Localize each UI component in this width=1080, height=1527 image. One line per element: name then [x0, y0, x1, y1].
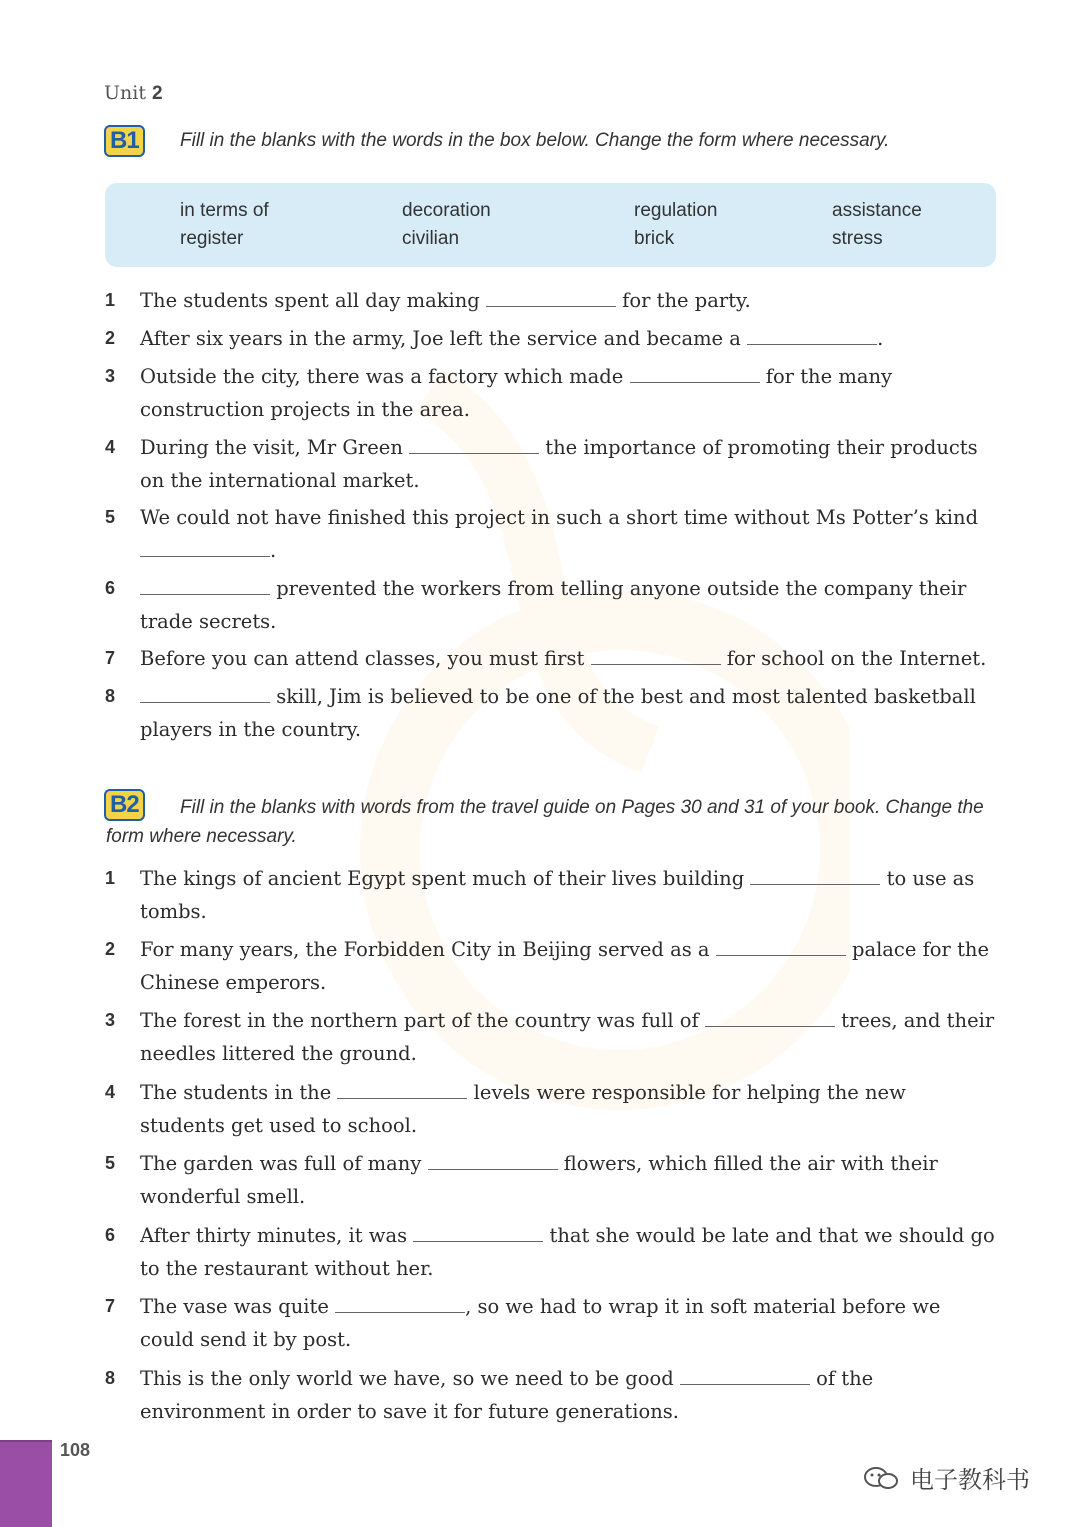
- answer-blank[interactable]: [747, 326, 877, 345]
- answer-blank[interactable]: [337, 1080, 467, 1099]
- answer-blank[interactable]: [680, 1366, 810, 1385]
- b2-instruction: Fill in the blanks with words from the travel guide on Pages 30 and 31 of your book. Change the form where necessary.: [106, 797, 984, 847]
- watermark-text: 电子教科书: [910, 1466, 1030, 1494]
- item-text-before: The forest in the northern part of the country was full of: [140, 1009, 705, 1032]
- unit-label: [104, 82, 163, 105]
- word-item: assistance: [832, 200, 922, 221]
- answer-blank[interactable]: [335, 1294, 465, 1313]
- item-text-after: for school on the Internet.: [720, 647, 987, 670]
- answer-blank[interactable]: [705, 1008, 835, 1027]
- wechat-icon: [862, 1465, 902, 1491]
- exercise-item: [105, 1219, 995, 1285]
- item-number: 2: [105, 939, 116, 959]
- word-item: register: [180, 228, 244, 249]
- exercise-item: [105, 1290, 995, 1356]
- exercise-item: [105, 680, 995, 746]
- exercise-item: [105, 1362, 995, 1428]
- item-number: 2: [105, 328, 116, 348]
- item-number: 4: [105, 437, 116, 457]
- answer-blank[interactable]: [409, 435, 539, 454]
- item-text-before: The students spent all day making: [140, 289, 486, 312]
- item-text-after: , so we had to wrap it in soft material before we could send it by post.: [140, 1295, 941, 1351]
- item-text-before: The kings of ancient Egypt spent much of their lives building: [140, 867, 751, 890]
- item-number: 1: [105, 290, 116, 310]
- word-item: civilian: [402, 228, 460, 249]
- word-item: brick: [634, 228, 675, 249]
- answer-blank[interactable]: [140, 576, 270, 595]
- item-number: 8: [105, 686, 116, 706]
- item-number: 1: [105, 868, 116, 888]
- page-tab: [0, 1442, 52, 1527]
- item-text-before: During the visit, Mr Green: [140, 436, 410, 459]
- word-item: regulation: [634, 200, 718, 221]
- item-number: 7: [105, 648, 116, 668]
- exercise-item: [105, 933, 995, 999]
- item-number: 5: [105, 507, 116, 527]
- exercise-item: [105, 360, 995, 426]
- item-text-after: for the many construction projects in the area.: [140, 365, 893, 421]
- unit-number: 2: [152, 83, 163, 104]
- b1-instruction: Fill in the blanks with the words in the box below. Change the form where necessary.: [180, 130, 890, 151]
- exercise-item: [105, 572, 995, 638]
- item-text-before: The students in the: [140, 1081, 338, 1104]
- exercise-item: [105, 1076, 995, 1142]
- item-number: 3: [105, 1010, 116, 1030]
- item-number: 3: [105, 366, 116, 386]
- item-text-after: flowers, which filled the air with their wonderful smell.: [140, 1152, 938, 1208]
- unit-text: Unit: [104, 82, 146, 104]
- answer-blank[interactable]: [428, 1151, 558, 1170]
- page-number: 108: [60, 1440, 91, 1460]
- item-text-before: This is the only world we have, so we need to be good: [140, 1367, 680, 1390]
- answer-blank[interactable]: [591, 646, 721, 665]
- answer-blank[interactable]: [716, 937, 846, 956]
- word-box: [105, 183, 996, 267]
- item-text-before: The garden was full of many: [140, 1152, 428, 1175]
- item-number: 8: [105, 1368, 116, 1388]
- b2-badge: B2: [104, 789, 145, 821]
- item-text-after: skill, Jim is believed to be one of the best and most talented basketball players in the country.: [140, 685, 976, 741]
- item-text-after: .: [270, 539, 277, 562]
- item-text-before: After six years in the army, Joe left the service and became a: [140, 327, 748, 350]
- item-text-before: The vase was quite: [140, 1295, 336, 1318]
- answer-blank[interactable]: [140, 538, 270, 557]
- item-text-before: After thirty minutes, it was: [140, 1224, 414, 1247]
- section-b1-header: [104, 125, 145, 157]
- item-text-after: the importance of promoting their products on the international market.: [140, 436, 978, 492]
- item-number: 5: [105, 1153, 116, 1173]
- item-text-before: Outside the city, there was a factory which made: [140, 365, 630, 388]
- b1-badge: B1: [104, 125, 145, 157]
- item-text-after: palace for the Chinese emperors.: [140, 938, 990, 994]
- answer-blank[interactable]: [140, 684, 270, 703]
- item-text-after: of the environment in order to save it for future generations.: [140, 1367, 874, 1423]
- item-text-after: .: [877, 327, 884, 350]
- item-number: 6: [105, 1225, 116, 1245]
- exercise-item: [105, 642, 995, 675]
- item-text-after: prevented the workers from telling anyone outside the company their trade secrets.: [140, 577, 967, 633]
- exercise-item: [105, 431, 995, 497]
- item-number: 4: [105, 1082, 116, 1102]
- item-text-before: We could not have finished this project in such a short time without Ms Potter’s kind: [140, 506, 979, 529]
- item-text-before: For many years, the Forbidden City in Beijing served as a: [140, 938, 716, 961]
- answer-blank[interactable]: [750, 866, 880, 885]
- item-text-after: to use as tombs.: [140, 867, 975, 923]
- word-item: decoration: [402, 200, 491, 221]
- word-item: stress: [832, 228, 883, 249]
- item-text-after: trees, and their needles littered the ground.: [140, 1009, 995, 1065]
- exercise-item: [105, 501, 995, 567]
- item-text-after: levels were responsible for helping the new students get used to school.: [140, 1081, 906, 1137]
- item-text-before: Before you can attend classes, you must first: [140, 647, 591, 670]
- item-number: 6: [105, 578, 116, 598]
- item-text-after: that she would be late and that we should go to the restaurant without her.: [140, 1224, 995, 1280]
- answer-blank[interactable]: [413, 1223, 543, 1242]
- exercise-item: [105, 862, 995, 928]
- answer-blank[interactable]: [630, 364, 760, 383]
- exercise-item: [105, 284, 995, 317]
- answer-blank[interactable]: [486, 288, 616, 307]
- word-item: in terms of: [180, 200, 269, 221]
- item-number: 7: [105, 1296, 116, 1316]
- exercise-item: [105, 1147, 995, 1213]
- exercise-item: [105, 1004, 995, 1070]
- item-text-after: for the party.: [615, 289, 751, 312]
- exercise-item: [105, 322, 995, 355]
